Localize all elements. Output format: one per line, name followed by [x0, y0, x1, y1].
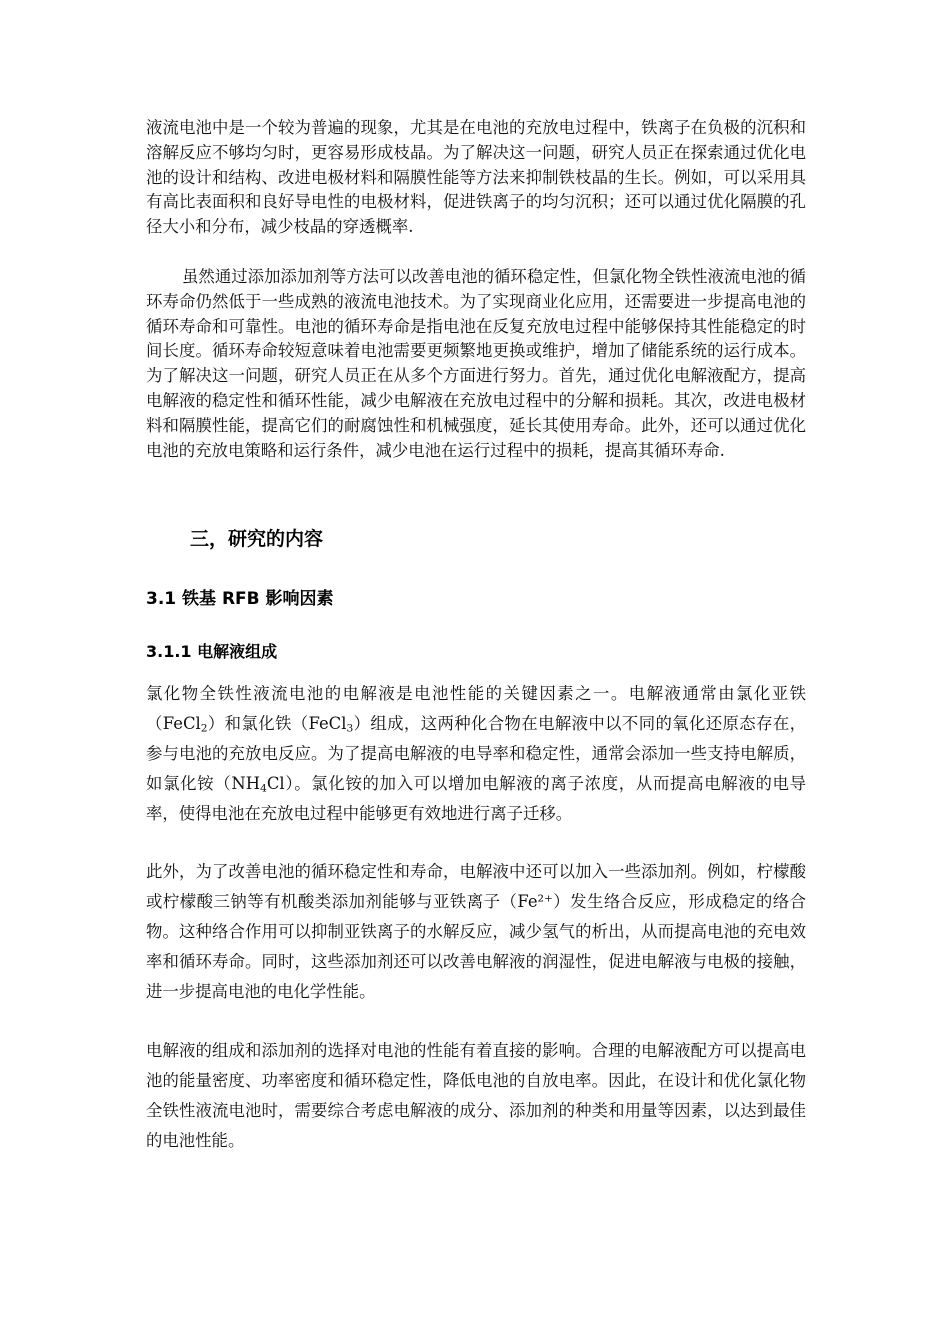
- subsubsection-heading: 3.1.1 电解液组成: [146, 642, 278, 661]
- subsection-heading: 3.1 铁基 RFB 影响因素: [146, 589, 334, 609]
- text-run: Cl）。氯化铵的加入可以增加电解液的离子浓度，从而提高电解液的电导率，使得电池在充放电过程中能够更有效地进行离子迁移。: [146, 774, 806, 823]
- paragraph-conclusion: 电解液的组成和添加剂的选择对电池的性能有着直接的影响。合理的电解液配方可以提高电池的能量密度、功率密度和循环稳定性，降低电池的自放电率。因此，在设计和优化氯化物全铁性液流电池时，需要综合考虑电解液的成分、添加剂的种类和用量等因素，以达到最佳的电池性能。: [146, 1041, 806, 1150]
- subscript: 2: [200, 721, 208, 735]
- text-run: 氯化物全铁性液流电池的电解液是电池性能的关键因素之一。电解液通常由氯化亚铁（FeCl: [146, 684, 806, 733]
- section-heading: 三，研究的内容: [190, 528, 324, 550]
- paragraph-additives: 此外，为了改善电池的循环稳定性和寿命，电解液中还可以加入一些添加剂。例如，柠檬酸或柠檬酸三钠等有机酸类添加剂能够与亚铁离子（Fe²⁺）发生络合反应，形成稳定的络合物。这种络合作用可以抑制亚铁离子的水解反应，减少氢气的析出，从而提高电池的充电效率和循环寿命。同时，这些添加剂还可以改善电解液的润湿性，促进电解液与电极的接触，进一步提高电池的电化学性能。: [146, 862, 806, 1001]
- subscript: 4: [260, 781, 267, 795]
- text-run: ）组成，这两种化合物在电解液中以不同的氧化还原态存在，参与电池的充放电反应。为了提高电解液的电导率和稳定性，通常会添加一些支持电解质，如氯化铵（NH: [146, 714, 806, 793]
- subscript: 3: [346, 721, 354, 735]
- paragraph-electrolyte-composition: [146, 679, 806, 829]
- paragraph-dendrite: 液流电池中是一个较为普遍的现象，尤其是在电池的充放电过程中，铁离子在负极的沉积和溶解反应不够均匀时，更容易形成枝晶。为了解决这一问题，研究人员正在探索通过优化电池的设计和结构、改进电极材料和隔膜性能等方法来抑制铁枝晶的生长。例如，可以采用具有高比表面积和良好导电性的电极材料，促进铁离子的均匀沉积；还可以通过优化隔膜的孔径大小和分布，减少枝晶的穿透概率.: [146, 118, 806, 237]
- paragraph-cycle-life: 虽然通过添加添加剂等方法可以改善电池的循环稳定性，但氯化物全铁性液流电池的循环寿命仍然低于一些成熟的液流电池技术。为了实现商业化应用，还需要进一步提高电池的循环寿命和可靠性。电池的循环寿命是指电池在反复充放电过程中能够保持其性能稳定的时间长度。循环寿命较短意味着电池需要更频繁地更换或维护，增加了储能系统的运行成本。为了解决这一问题，研究人员正在从多个方面进行努力。首先，通过优化电解液配方，提高电解液的稳定性和循环性能，减少电解液在充放电过程中的分解和损耗。其次，改进电极材料和隔膜性能，提高它们的耐腐蚀性和机械强度，延长其使用寿命。此外，还可以通过优化电池的充放电策略和运行条件，减少电池在运行过程中的损耗，提高其循环寿命.: [146, 267, 806, 460]
- text-run: ）和氯化铁（FeCl: [207, 714, 347, 733]
